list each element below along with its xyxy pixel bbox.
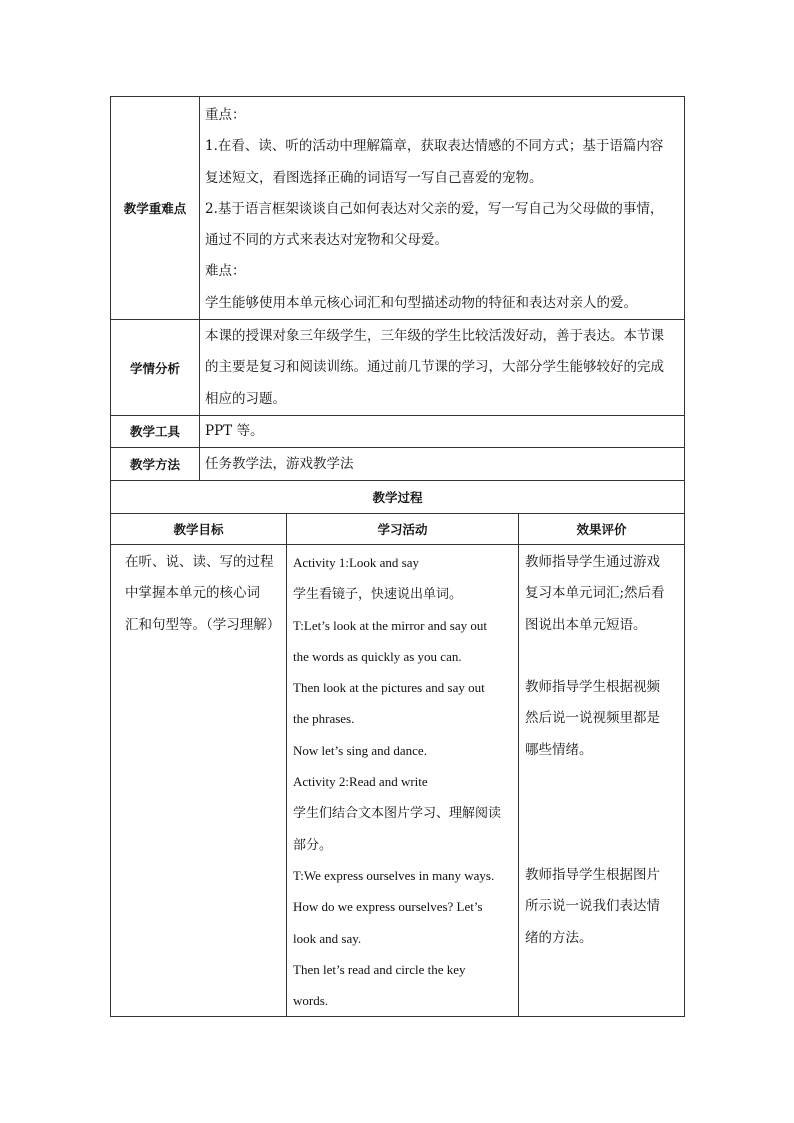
- spacer: [525, 829, 680, 860]
- label-tools: 教学工具: [111, 415, 200, 447]
- text-line: 2.基于语言框架谈谈自己如何表达对父亲的爱，写一写自己为父母做的事情，: [205, 200, 664, 217]
- activity-line: the words as quickly as you can.: [293, 648, 462, 664]
- goal-line: 中掌握本单元的核心词: [125, 585, 260, 602]
- eval-line: 哪些情绪。: [525, 741, 593, 758]
- content-analysis: [200, 320, 685, 416]
- activity-line: T:We express ourselves in many ways.: [293, 867, 495, 883]
- eval-line: 教师指导学生根据视频: [525, 679, 660, 696]
- activity-line: Then look at the pictures and say out: [293, 680, 485, 696]
- text-line: 重点：: [205, 107, 246, 123]
- eval-line: 教师指导学生根据图片: [525, 866, 660, 883]
- text-line: 复述短文，看图选择正确的词语写一写自己喜爱的宠物。: [205, 169, 543, 186]
- text-line: 1.在看、读、听的活动中理解篇章，获取表达情感的不同方式；基于语篇内容: [205, 138, 664, 155]
- activity-line: Activity 2:Read and write: [293, 774, 428, 790]
- goal-cell: [111, 544, 287, 1016]
- activity-cell: [287, 544, 519, 1016]
- eval-line: 复习本单元词汇;然后看: [525, 585, 665, 602]
- row-process-title: [111, 480, 685, 513]
- text-line: 的主要是复习和阅读训练。通过前几节课的学习，大部分学生能够较好的完成: [205, 359, 664, 376]
- process-title: 教学过程: [111, 480, 685, 513]
- activity-line: How do we express ourselves? Let’s: [293, 899, 483, 915]
- header-activity: 学习活动: [287, 513, 519, 544]
- text-line: 难点：: [205, 263, 246, 280]
- row-tools: [111, 415, 685, 447]
- evaluation-cell: [519, 544, 685, 1016]
- eval-line: 图说出本单元短语。: [525, 616, 647, 633]
- text-line: 学生能够使用本单元核心词汇和句型描述动物的特征和表达对亲人的爱。: [205, 294, 637, 311]
- header-evaluation: 效果评价: [519, 513, 685, 544]
- activity-line: 学生看镜子，快速说出单词。: [293, 586, 463, 602]
- spacer: [525, 766, 680, 797]
- activity-line: the phrases.: [293, 711, 355, 727]
- spacer: [525, 797, 680, 828]
- activity-line: Activity 1:Look and say: [293, 554, 420, 570]
- text-line: 通过不同的方式来表达对宠物和父母爱。: [205, 232, 448, 249]
- row-key-points: [111, 97, 685, 320]
- goal-line: 汇和句型等。（学习理解）: [125, 616, 281, 633]
- label-key-points: 教学重难点: [111, 97, 200, 320]
- activity-line: look and say.: [293, 930, 362, 946]
- row-analysis: [111, 320, 685, 416]
- row-process-content: [111, 544, 685, 1016]
- eval-line: 教师指导学生通过游戏: [525, 553, 660, 570]
- content-methods: 任务教学法，游戏教学法: [200, 447, 685, 480]
- eval-line: 所示说一说我们表达情: [525, 898, 660, 915]
- activity-line: words.: [293, 993, 329, 1009]
- eval-line: 绪的方法。: [525, 929, 593, 946]
- activity-line: Then let’s read and circle the key: [293, 961, 466, 977]
- activity-line: T:Let’s look at the mirror and say out: [293, 617, 487, 633]
- header-goal: 教学目标: [111, 513, 287, 544]
- eval-line: 然后说一说视频里都是: [525, 710, 660, 727]
- content-tools: PPT 等。: [200, 415, 685, 447]
- row-methods: [111, 447, 685, 480]
- activity-line: 学生们结合文本图片学习、理解阅读: [293, 805, 502, 821]
- goal-line: 在听、说、读、写的过程: [125, 553, 274, 570]
- text-line: 相应的习题。: [205, 390, 286, 407]
- activity-line: Now let’s sing and dance.: [293, 742, 427, 758]
- spacer: [525, 641, 680, 672]
- label-methods: 教学方法: [111, 447, 200, 480]
- label-analysis: 学情分析: [111, 320, 200, 416]
- content-key-points: [200, 97, 685, 320]
- activity-line: 部分。: [293, 836, 333, 852]
- lesson-plan-table: [110, 96, 685, 1017]
- row-process-headers: [111, 513, 685, 544]
- text-line: 本课的授课对象三年级学生，三年级的学生比较活泼好动，善于表达。本节课: [205, 328, 664, 345]
